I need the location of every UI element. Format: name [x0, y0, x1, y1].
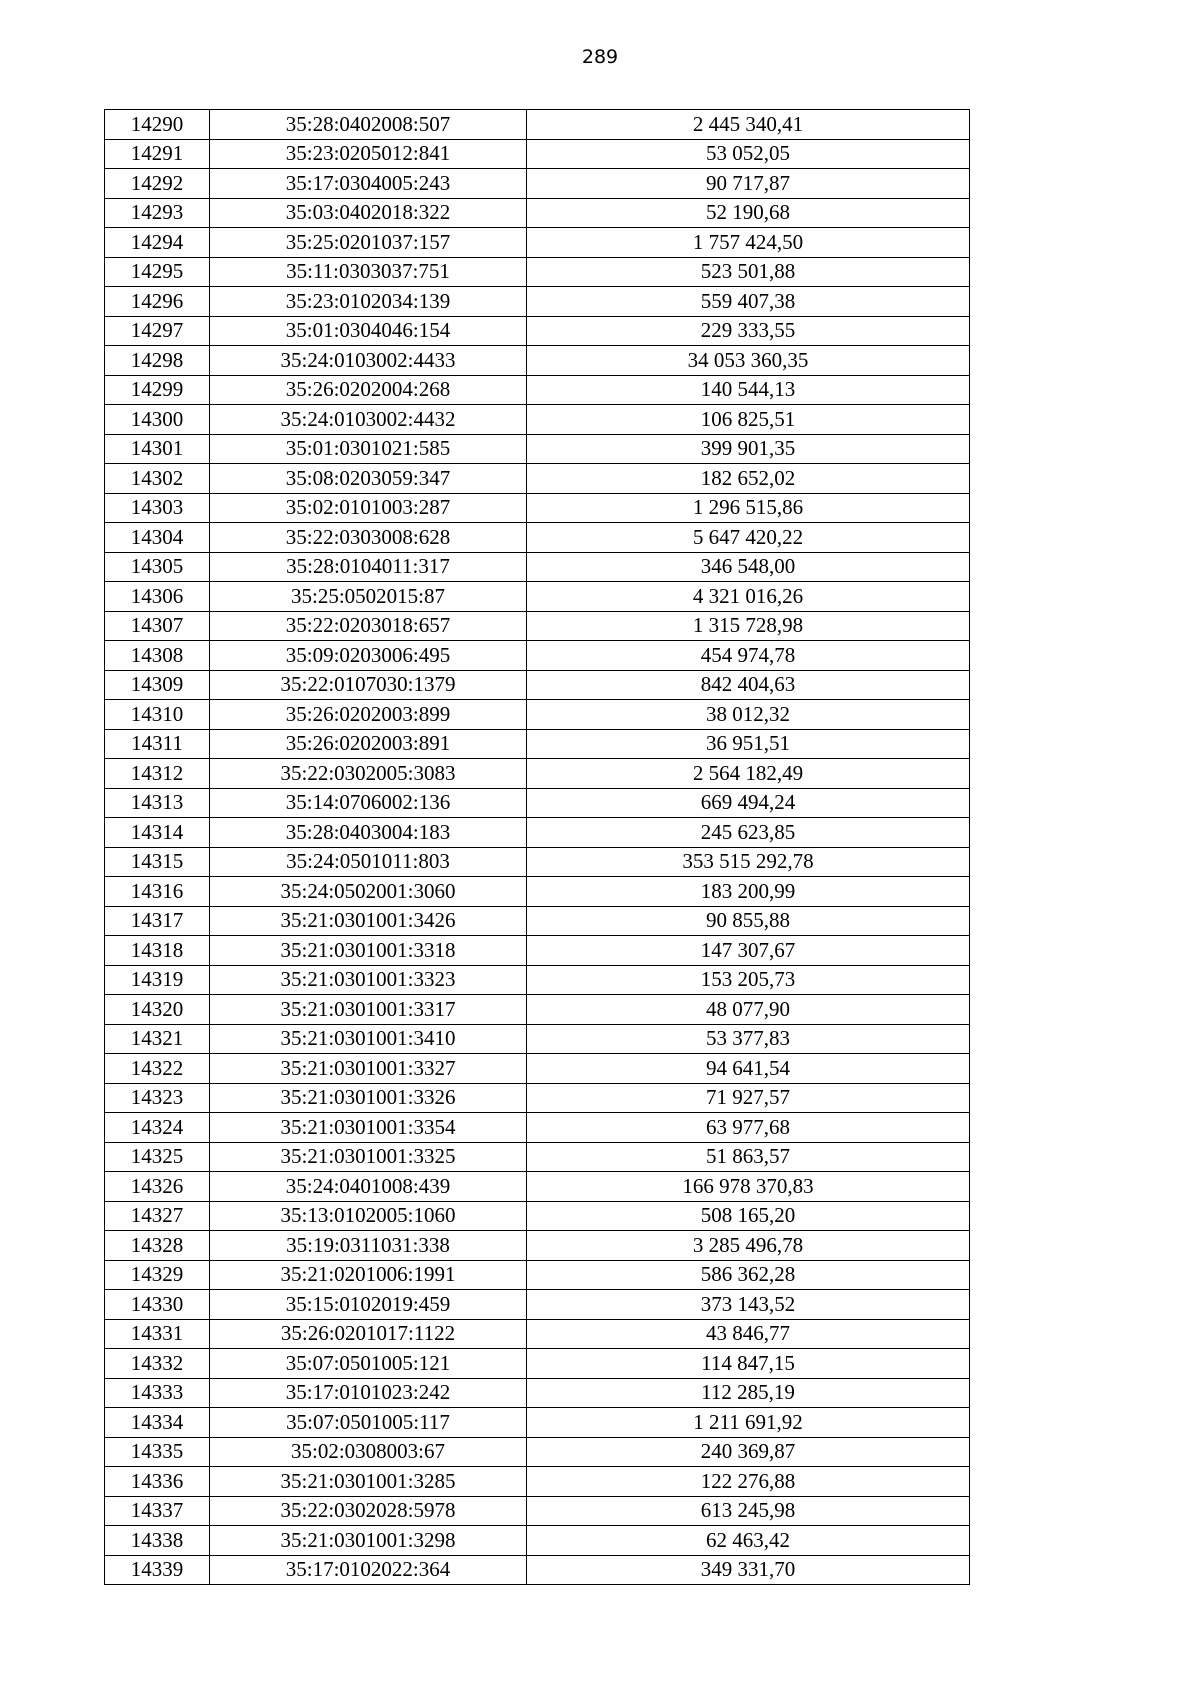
cadastral-number-cell: 35:21:0301001:3298: [210, 1526, 527, 1556]
table-row: [105, 1349, 970, 1379]
cadastral-value-cell: 90 855,88: [527, 906, 970, 936]
cadastral-value-cell: 48 077,90: [527, 995, 970, 1025]
cadastral-number-cell: 35:22:0303008:628: [210, 523, 527, 553]
cadastral-value-cell: 4 321 016,26: [527, 582, 970, 612]
cadastral-value-cell: 1 757 424,50: [527, 228, 970, 258]
row-number-cell: 14298: [105, 346, 210, 376]
table-row: [105, 670, 970, 700]
table-row: [105, 375, 970, 405]
table-row: [105, 552, 970, 582]
table-row: [105, 788, 970, 818]
cadastral-number-cell: 35:11:0303037:751: [210, 257, 527, 287]
cadastral-value-cell: 71 927,57: [527, 1083, 970, 1113]
cadastral-number-cell: 35:21:0301001:3317: [210, 995, 527, 1025]
table-row: [105, 287, 970, 317]
cadastral-number-cell: 35:26:0202003:891: [210, 729, 527, 759]
row-number-cell: 14337: [105, 1496, 210, 1526]
row-number-cell: 14335: [105, 1437, 210, 1467]
row-number-cell: 14296: [105, 287, 210, 317]
cadastral-number-cell: 35:23:0205012:841: [210, 139, 527, 169]
row-number-cell: 14325: [105, 1142, 210, 1172]
row-number-cell: 14307: [105, 611, 210, 641]
cadastral-value-cell: 2 564 182,49: [527, 759, 970, 789]
cadastral-value-cell: 454 974,78: [527, 641, 970, 671]
row-number-cell: 14295: [105, 257, 210, 287]
cadastral-value-cell: 51 863,57: [527, 1142, 970, 1172]
table-row: [105, 1172, 970, 1202]
cadastral-value-cell: 182 652,02: [527, 464, 970, 494]
cadastral-value-cell: 399 901,35: [527, 434, 970, 464]
row-number-cell: 14320: [105, 995, 210, 1025]
cadastral-value-cell: 373 143,52: [527, 1290, 970, 1320]
row-number-cell: 14328: [105, 1231, 210, 1261]
cadastral-value-cell: 90 717,87: [527, 169, 970, 199]
cadastral-value-cell: 94 641,54: [527, 1054, 970, 1084]
row-number-cell: 14303: [105, 493, 210, 523]
cadastral-value-cell: 353 515 292,78: [527, 847, 970, 877]
cadastral-number-cell: 35:01:0304046:154: [210, 316, 527, 346]
table-row: [105, 1437, 970, 1467]
row-number-cell: 14326: [105, 1172, 210, 1202]
table-row: [105, 1555, 970, 1585]
cadastral-number-cell: 35:07:0501005:121: [210, 1349, 527, 1379]
cadastral-value-cell: 346 548,00: [527, 552, 970, 582]
cadastral-number-cell: 35:28:0104011:317: [210, 552, 527, 582]
table-row: [105, 1142, 970, 1172]
row-number-cell: 14297: [105, 316, 210, 346]
table-row: [105, 995, 970, 1025]
table-row: [105, 641, 970, 671]
table-row: [105, 1024, 970, 1054]
row-number-cell: 14313: [105, 788, 210, 818]
cadastral-number-cell: 35:15:0102019:459: [210, 1290, 527, 1320]
cadastral-number-cell: 35:21:0301001:3326: [210, 1083, 527, 1113]
table-row: [105, 434, 970, 464]
cadastral-value-cell: 122 276,88: [527, 1467, 970, 1497]
cadastral-value-cell: 43 846,77: [527, 1319, 970, 1349]
cadastral-number-cell: 35:24:0103002:4433: [210, 346, 527, 376]
cadastral-number-cell: 35:24:0401008:439: [210, 1172, 527, 1202]
row-number-cell: 14310: [105, 700, 210, 730]
cadastral-number-cell: 35:28:0402008:507: [210, 110, 527, 140]
table-body: [105, 110, 970, 1585]
row-number-cell: 14324: [105, 1113, 210, 1143]
cadastral-value-cell: 5 647 420,22: [527, 523, 970, 553]
cadastral-number-cell: 35:19:0311031:338: [210, 1231, 527, 1261]
table-row: [105, 493, 970, 523]
row-number-cell: 14339: [105, 1555, 210, 1585]
cadastral-value-cell: 106 825,51: [527, 405, 970, 435]
cadastral-value-cell: 1 211 691,92: [527, 1408, 970, 1438]
row-number-cell: 14338: [105, 1526, 210, 1556]
cadastral-value-cell: 114 847,15: [527, 1349, 970, 1379]
cadastral-number-cell: 35:21:0301001:3323: [210, 965, 527, 995]
row-number-cell: 14293: [105, 198, 210, 228]
cadastral-number-cell: 35:24:0501011:803: [210, 847, 527, 877]
row-number-cell: 14332: [105, 1349, 210, 1379]
table-row: [105, 1201, 970, 1231]
table-row: [105, 847, 970, 877]
cadastral-number-cell: 35:14:0706002:136: [210, 788, 527, 818]
row-number-cell: 14314: [105, 818, 210, 848]
table-row: [105, 729, 970, 759]
cadastral-number-cell: 35:26:0202004:268: [210, 375, 527, 405]
cadastral-number-cell: 35:17:0304005:243: [210, 169, 527, 199]
table-row: [105, 818, 970, 848]
cadastral-value-cell: 523 501,88: [527, 257, 970, 287]
cadastral-value-cell: 669 494,24: [527, 788, 970, 818]
cadastral-value-cell: 245 623,85: [527, 818, 970, 848]
cadastral-value-cell: 166 978 370,83: [527, 1172, 970, 1202]
table-row: [105, 1083, 970, 1113]
row-number-cell: 14333: [105, 1378, 210, 1408]
row-number-cell: 14312: [105, 759, 210, 789]
cadastral-number-cell: 35:02:0101003:287: [210, 493, 527, 523]
table-row: [105, 110, 970, 140]
table-row: [105, 346, 970, 376]
row-number-cell: 14292: [105, 169, 210, 199]
row-number-cell: 14323: [105, 1083, 210, 1113]
cadastral-number-cell: 35:03:0402018:322: [210, 198, 527, 228]
cadastral-value-cell: 1 296 515,86: [527, 493, 970, 523]
table-row: [105, 1054, 970, 1084]
row-number-cell: 14318: [105, 936, 210, 966]
row-number-cell: 14311: [105, 729, 210, 759]
cadastral-number-cell: 35:22:0107030:1379: [210, 670, 527, 700]
row-number-cell: 14321: [105, 1024, 210, 1054]
table-row: [105, 611, 970, 641]
cadastral-number-cell: 35:23:0102034:139: [210, 287, 527, 317]
table-row: [105, 1467, 970, 1497]
cadastral-number-cell: 35:21:0201006:1991: [210, 1260, 527, 1290]
row-number-cell: 14305: [105, 552, 210, 582]
row-number-cell: 14330: [105, 1290, 210, 1320]
cadastral-number-cell: 35:09:0203006:495: [210, 641, 527, 671]
cadastral-value-cell: 613 245,98: [527, 1496, 970, 1526]
row-number-cell: 14309: [105, 670, 210, 700]
cadastral-value-cell: 240 369,87: [527, 1437, 970, 1467]
cadastral-number-cell: 35:28:0403004:183: [210, 818, 527, 848]
cadastral-value-cell: 153 205,73: [527, 965, 970, 995]
cadastral-value-cell: 140 544,13: [527, 375, 970, 405]
table-row: [105, 169, 970, 199]
table-row: [105, 198, 970, 228]
row-number-cell: 14306: [105, 582, 210, 612]
cadastral-number-cell: 35:02:0308003:67: [210, 1437, 527, 1467]
table-row: [105, 1319, 970, 1349]
row-number-cell: 14301: [105, 434, 210, 464]
cadastral-number-cell: 35:22:0302028:5978: [210, 1496, 527, 1526]
cadastral-value-cell: 183 200,99: [527, 877, 970, 907]
cadastral-value-cell: 53 377,83: [527, 1024, 970, 1054]
cadastral-number-cell: 35:26:0201017:1122: [210, 1319, 527, 1349]
table-row: [105, 1231, 970, 1261]
cadastral-number-cell: 35:26:0202003:899: [210, 700, 527, 730]
cadastral-value-cell: 147 307,67: [527, 936, 970, 966]
cadastral-value-cell: 1 315 728,98: [527, 611, 970, 641]
row-number-cell: 14331: [105, 1319, 210, 1349]
cadastral-number-cell: 35:25:0502015:87: [210, 582, 527, 612]
table-row: [105, 965, 970, 995]
cadastral-number-cell: 35:24:0103002:4432: [210, 405, 527, 435]
cadastral-number-cell: 35:22:0302005:3083: [210, 759, 527, 789]
table-row: [105, 1408, 970, 1438]
row-number-cell: 14334: [105, 1408, 210, 1438]
table-row: [105, 405, 970, 435]
cadastral-value-cell: 2 445 340,41: [527, 110, 970, 140]
table-row: [105, 1260, 970, 1290]
cadastral-number-cell: 35:13:0102005:1060: [210, 1201, 527, 1231]
cadastral-value-cell: 3 285 496,78: [527, 1231, 970, 1261]
cadastral-value-cell: 229 333,55: [527, 316, 970, 346]
cadastral-value-cell: 842 404,63: [527, 670, 970, 700]
row-number-cell: 14317: [105, 906, 210, 936]
row-number-cell: 14319: [105, 965, 210, 995]
table-row: [105, 257, 970, 287]
table-row: [105, 759, 970, 789]
row-number-cell: 14315: [105, 847, 210, 877]
row-number-cell: 14304: [105, 523, 210, 553]
table-row: [105, 1290, 970, 1320]
cadastral-value-cell: 62 463,42: [527, 1526, 970, 1556]
cadastral-value-cell: 53 052,05: [527, 139, 970, 169]
row-number-cell: 14290: [105, 110, 210, 140]
cadastral-number-cell: 35:07:0501005:117: [210, 1408, 527, 1438]
cadastral-number-cell: 35:21:0301001:3354: [210, 1113, 527, 1143]
row-number-cell: 14302: [105, 464, 210, 494]
cadastral-number-cell: 35:01:0301021:585: [210, 434, 527, 464]
table-row: [105, 582, 970, 612]
cadastral-value-cell: 36 951,51: [527, 729, 970, 759]
table-row: [105, 523, 970, 553]
cadastral-number-cell: 35:21:0301001:3285: [210, 1467, 527, 1497]
row-number-cell: 14329: [105, 1260, 210, 1290]
cadastral-value-cell: 63 977,68: [527, 1113, 970, 1143]
cadastral-number-cell: 35:17:0102022:364: [210, 1555, 527, 1585]
cadastral-number-cell: 35:21:0301001:3426: [210, 906, 527, 936]
cadastral-number-cell: 35:24:0502001:3060: [210, 877, 527, 907]
cadastral-value-cell: 112 285,19: [527, 1378, 970, 1408]
table-row: [105, 316, 970, 346]
row-number-cell: 14308: [105, 641, 210, 671]
table-row: [105, 936, 970, 966]
cadastral-number-cell: 35:21:0301001:3325: [210, 1142, 527, 1172]
row-number-cell: 14322: [105, 1054, 210, 1084]
cadastral-value-cell: 349 331,70: [527, 1555, 970, 1585]
table-row: [105, 1113, 970, 1143]
table-row: [105, 700, 970, 730]
cadastral-number-cell: 35:08:0203059:347: [210, 464, 527, 494]
table-row: [105, 464, 970, 494]
cadastral-number-cell: 35:25:0201037:157: [210, 228, 527, 258]
cadastral-number-cell: 35:17:0101023:242: [210, 1378, 527, 1408]
row-number-cell: 14299: [105, 375, 210, 405]
row-number-cell: 14336: [105, 1467, 210, 1497]
table-row: [105, 139, 970, 169]
cadastral-value-cell: 508 165,20: [527, 1201, 970, 1231]
row-number-cell: 14294: [105, 228, 210, 258]
cadastral-value-cell: 586 362,28: [527, 1260, 970, 1290]
row-number-cell: 14316: [105, 877, 210, 907]
cadastral-value-cell: 34 053 360,35: [527, 346, 970, 376]
row-number-cell: 14327: [105, 1201, 210, 1231]
cadastral-value-table: [104, 109, 970, 1585]
page-number: 289: [581, 46, 619, 68]
cadastral-number-cell: 35:22:0203018:657: [210, 611, 527, 641]
cadastral-number-cell: 35:21:0301001:3410: [210, 1024, 527, 1054]
cadastral-number-cell: 35:21:0301001:3318: [210, 936, 527, 966]
table-row: [105, 228, 970, 258]
cadastral-value-cell: 38 012,32: [527, 700, 970, 730]
cadastral-number-cell: 35:21:0301001:3327: [210, 1054, 527, 1084]
table-row: [105, 906, 970, 936]
table-row: [105, 1526, 970, 1556]
table-row: [105, 1378, 970, 1408]
cadastral-value-cell: 52 190,68: [527, 198, 970, 228]
table-row: [105, 877, 970, 907]
row-number-cell: 14291: [105, 139, 210, 169]
cadastral-value-cell: 559 407,38: [527, 287, 970, 317]
table-row: [105, 1496, 970, 1526]
row-number-cell: 14300: [105, 405, 210, 435]
